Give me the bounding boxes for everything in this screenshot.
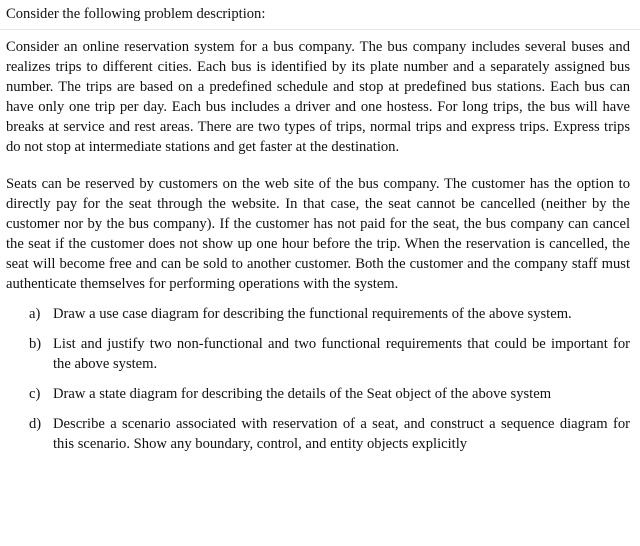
question-text: List and justify two non-functional and two functional requirements that could be important for the above system.	[53, 336, 630, 373]
question-text: Draw a use case diagram for describing the functional requirements of the above system.	[53, 306, 572, 323]
problem-paragraph-2: Seats can be reserved by customers on the web site of the bus company. The customer has the option to directly pay for the seat through the website. In that case, the seat cannot be cancelled (neither by the customer nor by the bus company). If the customer has not paid for the seat, the bus company can cancel the seat if the customer does not show up one hour before the trip. When the reservation is cancelled, the seat will become free and can be sold to another customer. Both the customer and the company staff must authenticate themselves for performing operations with the system.	[6, 175, 630, 293]
question-label: d)	[29, 416, 42, 433]
question-list	[6, 304, 630, 454]
question-item	[6, 414, 630, 454]
question-label: c)	[29, 386, 41, 403]
intro-text: Consider the following problem description:	[6, 6, 266, 22]
question-text: Draw a state diagram for describing the details of the Seat object of the above system	[53, 386, 552, 403]
question-label: b)	[29, 336, 42, 353]
problem-paragraph-1: Consider an online reservation system for a bus company. The bus company includes several buses and realizes trips to different cities. Each bus is identified by its plate number and a separately assigned bus number. The trips are based on a predefined schedule and stop at predefined bus stations. Each bus can have only one trip per day. Each bus includes a driver and one hostess. For long trips, the bus will have breaks at service and rest areas. There are two types of trips, normal trips and express trips. Express trips do not stop at intermediate stations and get faster at the destination.	[6, 39, 630, 156]
question-item	[6, 304, 630, 324]
document-page	[6, 4, 630, 464]
question-label: a)	[29, 306, 41, 323]
question-item	[6, 384, 630, 404]
question-item	[6, 334, 630, 374]
question-text: Describe a scenario associated with reservation of a seat, and construct a sequence diagram for this scenario. Show any boundary, control, and entity objects explicitly	[53, 416, 630, 453]
